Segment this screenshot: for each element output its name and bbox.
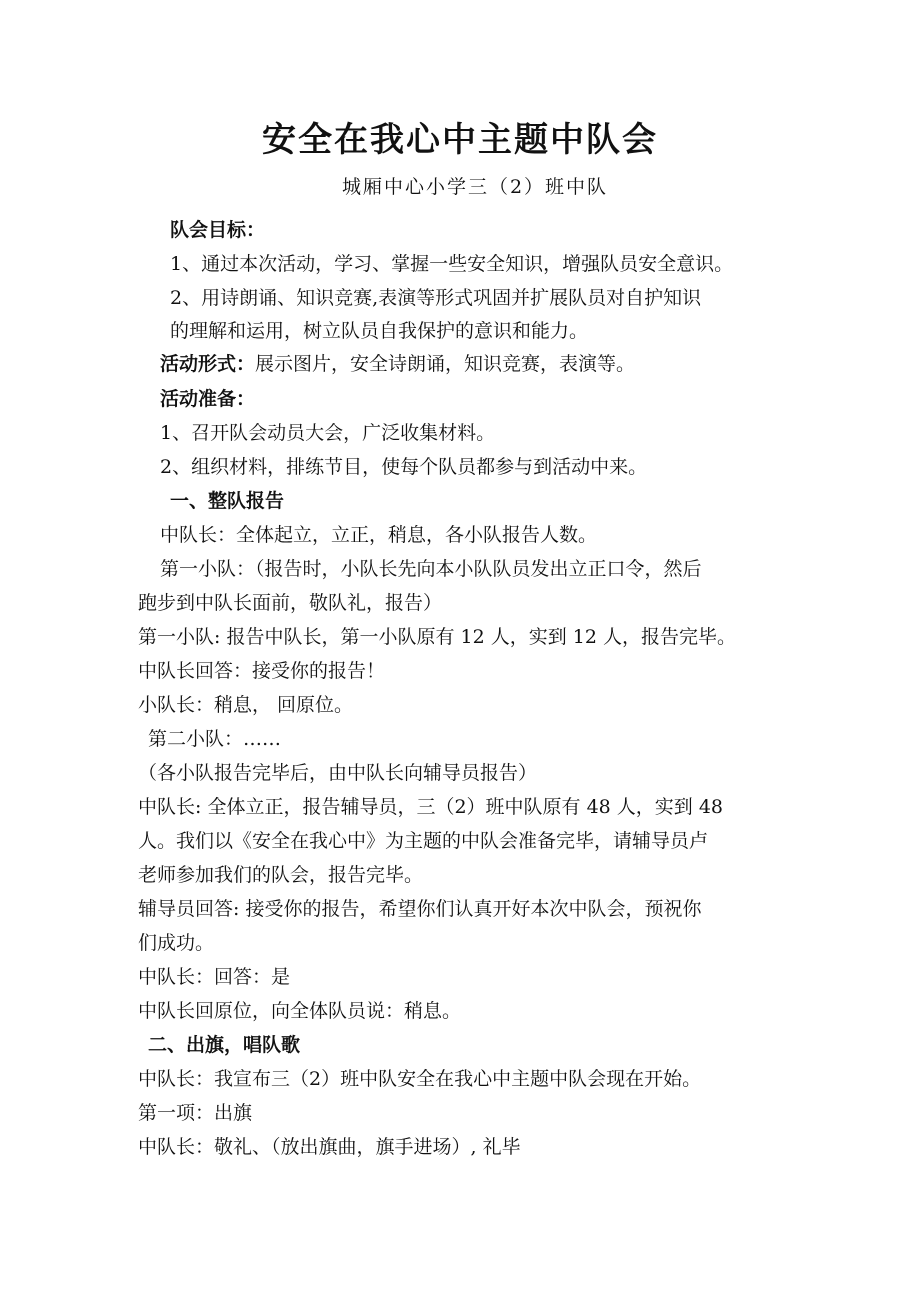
section-1-line: 人。我们以《安全在我心中》为主题的中队会准备完毕，请辅导员卢	[138, 830, 709, 852]
goals-heading: 队会目标：	[170, 219, 266, 241]
section-1-line: 们成功。	[138, 932, 215, 954]
section-1-line: 中队长回原位，向全体队员说：稍息。	[138, 1000, 462, 1022]
section-1-line: 中队长回答：接受你的报告！	[138, 660, 386, 682]
section-2-line: 中队长：敬礼、（放出旗曲，旗手进场）, 礼毕	[138, 1136, 521, 1158]
section-2-heading: 二、出旗，唱队歌	[148, 1034, 301, 1056]
section-2-line: 第一项：出旗	[138, 1102, 253, 1124]
section-1-line: 辅导员回答: 接受你的报告，希望你们认真开好本次中队会，预祝你	[138, 898, 702, 920]
activity-form-line	[160, 350, 635, 378]
document-title: 安全在我心中主题中队会	[262, 120, 658, 160]
section-1-heading: 一、整队报告	[170, 490, 285, 512]
document-subtitle: 城厢中心小学三（2）班中队	[341, 176, 609, 198]
activity-form-text: 展示图片，安全诗朗诵，知识竞赛，表演等。	[255, 353, 636, 375]
section-1-line: 跑步到中队长面前，敬队礼，报告）	[138, 592, 443, 614]
goal-item-2-line-1: 2、用诗朗诵、知识竞赛,表演等形式巩固并扩展队员对自护知识	[170, 287, 702, 309]
section-1-line: 第一小队: 报告中队长，第一小队原有 12 人，实到 12 人，报告完毕。	[138, 626, 736, 648]
activity-form-label: 活动形式：	[160, 353, 256, 375]
prep-item-2: 2、组织材料，排练节目，使每个队员都参与到活动中来。	[160, 456, 648, 478]
goal-item-1: 1、通过本次活动，学习、掌握一些安全知识，增强队员安全意识。	[170, 253, 734, 275]
prep-item-1: 1、召开队会动员大会，广泛收集材料。	[160, 422, 496, 444]
section-1-line: 老师参加我们的队会，报告完毕。	[138, 864, 424, 886]
section-1-line: （各小队报告完毕后，由中队长向辅导员报告）	[138, 762, 538, 784]
section-1-line: 第二小队：……	[148, 728, 282, 750]
goal-item-2-line-2: 的理解和运用，树立队员自我保护的意识和能力。	[170, 320, 589, 342]
section-1-line: 中队长：全体起立，立正，稍息，各小队报告人数。	[160, 524, 598, 546]
prep-heading: 活动准备：	[160, 388, 256, 410]
section-1-line: 小队长：稍息， 回原位。	[138, 694, 354, 716]
section-1-line: 第一小队：（报告时，小队长先向本小队队员发出立正口令，然后	[160, 558, 702, 580]
section-1-line: 中队长: 全体立正，报告辅导员，三（2）班中队原有 48 人，实到 48	[138, 796, 724, 818]
section-2-line: 中队长：我宣布三（2）班中队安全在我心中主题中队会现在开始。	[138, 1068, 702, 1090]
section-1-line: 中队长：回答：是	[138, 966, 291, 988]
